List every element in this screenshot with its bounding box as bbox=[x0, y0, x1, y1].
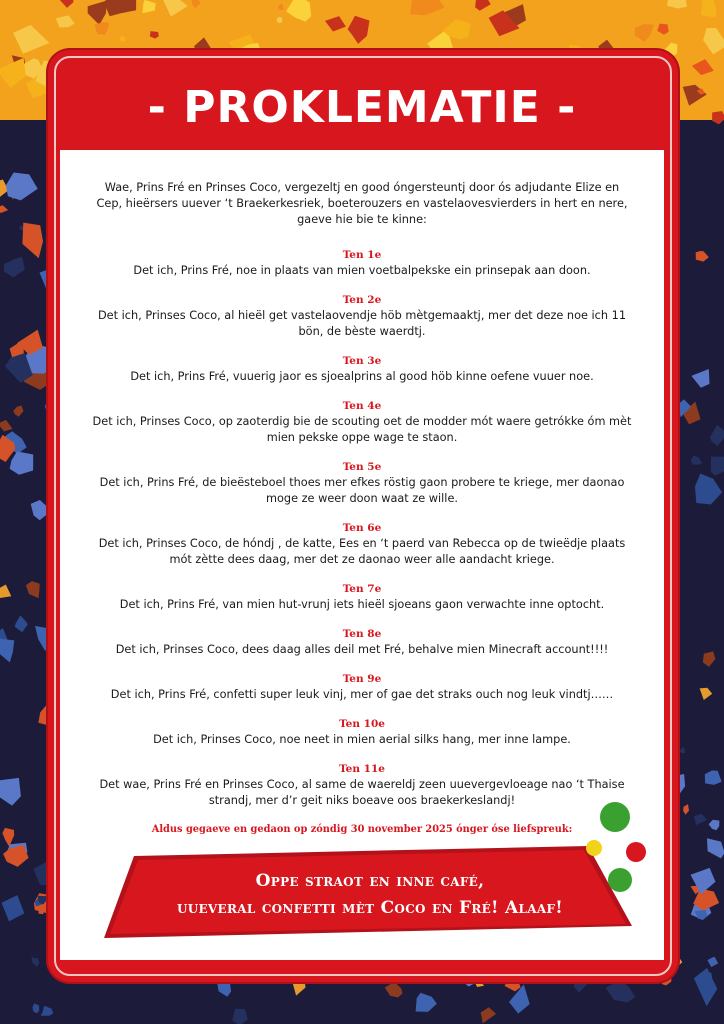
page-title: - PROKLEMATIE - bbox=[147, 82, 577, 133]
article-item bbox=[92, 672, 632, 703]
confetti-piece bbox=[701, 0, 717, 17]
red-dot bbox=[626, 842, 646, 862]
article-item bbox=[92, 248, 632, 279]
article-label: Ten 2e bbox=[342, 294, 382, 306]
proclamation-content bbox=[92, 180, 632, 823]
slogan-line-2: uueveral confetti mèt Coco en Fré! Alaaf! bbox=[176, 898, 564, 918]
article-label: Ten 3e bbox=[342, 355, 382, 367]
article-text: Det ich, Prinses Coco, op zaoterdig bie de scouting oet de modder mót waere getrókke óm mèt mien pekske oppe wage te staon. bbox=[92, 415, 632, 444]
article-item bbox=[92, 460, 632, 507]
article-text: Det ich, Prinses Coco, dees daag alles deil met Fré, behalve mien Minecraft account!!!! bbox=[115, 643, 609, 656]
closing-text: Aldus gegaeve en gedaon op zóndig 30 november 2025 ónger óse liefspreuk: bbox=[151, 824, 573, 835]
article-text: Det wae, Prins Fré en Prinses Coco, al same de waereldj zeen uuevergevloeage nao ‘t Thaise strandj, mer d’r geit niks boeave oos braekerkeslandj! bbox=[99, 778, 625, 807]
yellow-dot bbox=[586, 840, 602, 856]
article-text: Det ich, Prins Fré, van mien hut-vrunj iets hieël sjoeans gaon verwachte inne optocht. bbox=[119, 598, 605, 611]
article-label: Ten 8e bbox=[342, 628, 382, 640]
article-item bbox=[92, 762, 632, 809]
article-text: Det ich, Prinses Coco, al hieël get vastelaovendje höb mètgemaaktj, mer det deze noe ich 11 bön, de bèste waerdtj. bbox=[97, 309, 627, 338]
green-dot-bottom bbox=[608, 868, 632, 892]
article-text: Det ich, Prins Fré, vuuerig jaor es sjoealprins al good höb kinne oefene vuuer noe. bbox=[130, 370, 594, 383]
articles-list bbox=[92, 248, 632, 809]
article-item bbox=[92, 582, 632, 613]
article-label: Ten 4e bbox=[342, 400, 382, 412]
slogan-text bbox=[130, 868, 610, 922]
article-item bbox=[92, 399, 632, 446]
green-dot-top bbox=[600, 802, 630, 832]
article-label: Ten 1e bbox=[342, 249, 382, 261]
article-label: Ten 5e bbox=[342, 461, 382, 473]
article-text: Det ich, Prinses Coco, noe neet in mien aerial silks hang, mer inne lampe. bbox=[153, 733, 571, 746]
article-item bbox=[92, 717, 632, 748]
article-label: Ten 6e bbox=[342, 522, 382, 534]
article-label: Ten 7e bbox=[342, 583, 382, 595]
article-item bbox=[92, 354, 632, 385]
article-item bbox=[92, 293, 632, 340]
intro-text: Wae, Prins Fré en Prinses Coco, vergezeltj en good óngersteuntj door ós adjudante Elize en Cep, hieërsers uuever ‘t Braekerkesriek, boeterouzers en vastelaovesvierders in hert en nere, gaeve hie bie te kinne: bbox=[96, 181, 628, 226]
article-label: Ten 11e bbox=[339, 763, 385, 775]
article-item bbox=[92, 521, 632, 568]
article-label: Ten 9e bbox=[342, 673, 382, 685]
article-item bbox=[92, 627, 632, 658]
article-text: Det ich, Prins Fré, de bieësteboel thoes mer efkes röstig gaon probere te kriege, mer daonao moge ze weer doon waat ze wille. bbox=[99, 476, 625, 505]
article-text: Det ich, Prins Fré, noe in plaats van mien voetbalpekske ein prinsepak aan doon. bbox=[133, 264, 591, 277]
slogan-line-1: Oppe straot en inne café, bbox=[255, 871, 485, 891]
article-label: Ten 10e bbox=[339, 718, 385, 730]
article-text: Det ich, Prins Fré, confetti super leuk vinj, mer of gae det straks ouch nog leuk vindtj…… bbox=[110, 688, 614, 701]
article-text: Det ich, Prinses Coco, de hóndj , de katte, Ees en ‘t paerd van Rebecca op de twieëdje plaats mót zètte dees daag, mer det ze daonao weer alle aandacht kriege. bbox=[98, 537, 626, 566]
